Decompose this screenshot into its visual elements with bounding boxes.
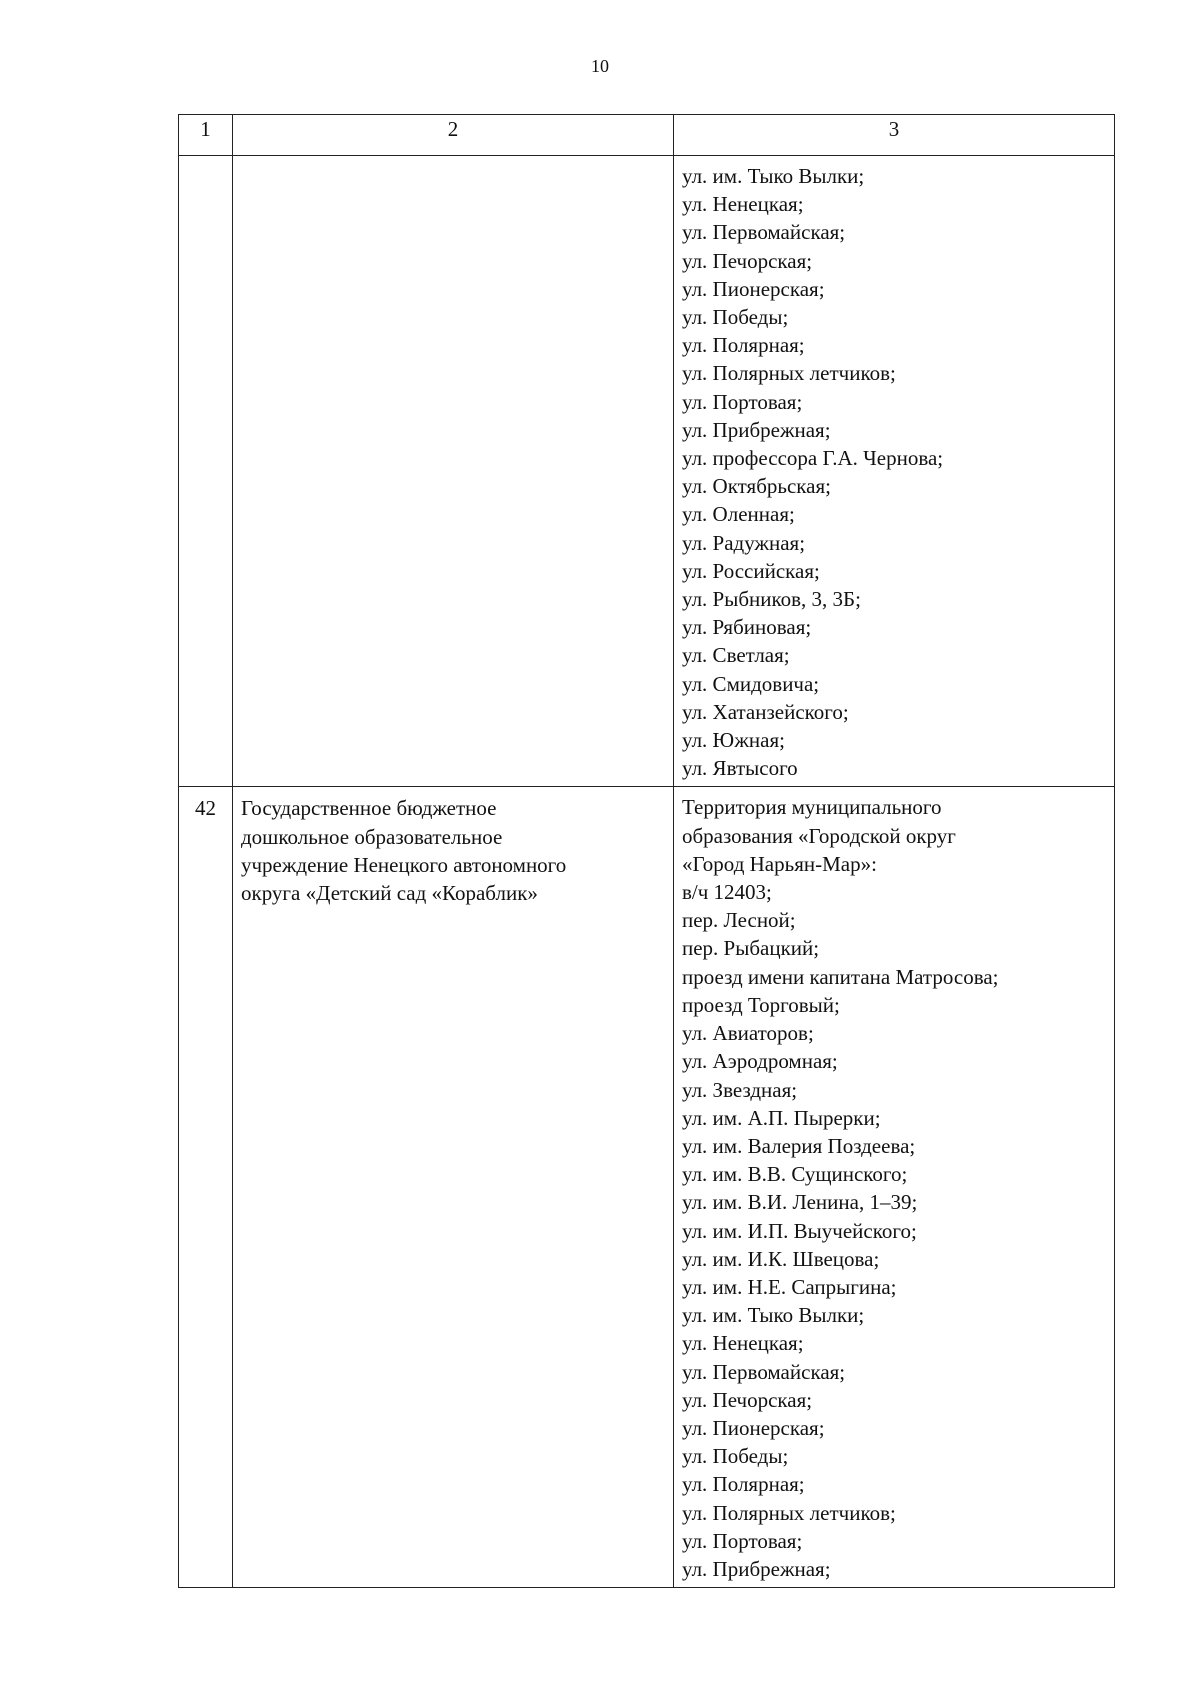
address-item: ул. им. В.И. Ленина, 1–39; — [682, 1190, 918, 1215]
address-item: ул. Смидовича; — [682, 671, 820, 696]
address-item: ул. Победы; — [682, 1444, 789, 1469]
column-header-3: 3 — [674, 115, 1115, 156]
address-item: ул. Авиаторов; — [682, 1021, 814, 1046]
address-item: ул. Рыбников, 3, 3Б; — [682, 587, 861, 612]
address-item: ул. Светлая; — [682, 643, 790, 668]
address-item: пер. Лесной; — [682, 908, 796, 933]
address-item: ул. Полярная; — [682, 1472, 805, 1497]
address-item: ул. Первомайская; — [682, 1359, 846, 1384]
address-item: ул. Аэродромная; — [682, 1049, 838, 1074]
address-item: ул. Прибрежная; — [682, 1556, 831, 1581]
address-item: ул. им. И.К. Швецова; — [682, 1246, 880, 1271]
column-header-1: 1 — [179, 115, 233, 156]
address-item: ул. Пионерская; — [682, 276, 825, 301]
institution-name-line: учреждение Ненецкого автономного — [241, 852, 567, 877]
address-item: ул. Ненецкая; — [682, 192, 804, 217]
page-number: 10 — [591, 56, 609, 76]
address-cell — [674, 156, 1115, 787]
address-item: ул. им. Тыко Вылки; — [682, 164, 865, 188]
address-item: ул. Полярных летчиков; — [682, 361, 896, 386]
address-item: ул. им. В.В. Сущинского; — [682, 1162, 908, 1187]
address-item: ул. Ненецкая; — [682, 1331, 804, 1356]
row-number — [179, 156, 232, 163]
table-header-row — [179, 115, 1115, 156]
address-item: «Город Нарьян-Мар»: — [682, 851, 877, 876]
address-item: ул. Оленная; — [682, 502, 795, 527]
address-list — [674, 787, 1114, 1587]
address-item: ул. Южная; — [682, 728, 785, 753]
address-item: ул. Прибрежная; — [682, 417, 831, 442]
address-item: ул. Портовая; — [682, 1528, 803, 1553]
address-item: ул. им. А.П. Пырерки; — [682, 1105, 881, 1130]
address-item: в/ч 12403; — [682, 880, 772, 905]
table-row-continued — [179, 156, 1115, 787]
table-row-42 — [179, 787, 1115, 1588]
districts-table — [178, 114, 1115, 1588]
address-item: образования «Городской округ — [682, 823, 956, 848]
address-item: ул. им. Н.Е. Сапрыгина; — [682, 1274, 897, 1299]
address-item: ул. Хатанзейского; — [682, 699, 849, 724]
row-number-cell — [179, 156, 233, 787]
address-item: ул. Портовая; — [682, 389, 803, 414]
address-item: ул. Полярных летчиков; — [682, 1500, 896, 1525]
column-header-2: 2 — [233, 115, 674, 156]
institution-name-line: Государственное бюджетное — [241, 796, 497, 821]
address-item: проезд Торговый; — [682, 992, 840, 1017]
institution-name — [233, 787, 673, 911]
address-item: ул. Октябрьская; — [682, 474, 831, 499]
institution-cell — [233, 156, 674, 787]
row-number: 42 — [195, 796, 216, 821]
address-item: ул. Радужная; — [682, 530, 806, 555]
address-item: ул. Печорская; — [682, 248, 813, 273]
address-item: ул. им. Тыко Вылки; — [682, 1303, 865, 1328]
address-item: ул. им. И.П. Выучейского; — [682, 1218, 917, 1243]
address-item: ул. Рябиновая; — [682, 615, 812, 640]
institution-cell — [233, 787, 674, 1588]
address-item: ул. Полярная; — [682, 333, 805, 358]
institution-name — [233, 156, 673, 167]
address-item: Территория муниципального — [682, 795, 942, 820]
address-item: ул. Победы; — [682, 305, 789, 330]
address-item: ул. Пионерская; — [682, 1415, 825, 1440]
institution-name-line: округа «Детский сад «Кораблик» — [241, 881, 538, 906]
address-item: проезд имени капитана Матросова; — [682, 964, 999, 989]
address-item: ул. им. Валерия Поздеева; — [682, 1133, 916, 1158]
address-cell — [674, 787, 1115, 1588]
institution-name-line: дошкольное образовательное — [241, 824, 503, 849]
address-item: ул. Печорская; — [682, 1387, 813, 1412]
address-item: ул. Первомайская; — [682, 220, 846, 245]
address-item: ул. Российская; — [682, 558, 820, 583]
address-item: пер. Рыбацкий; — [682, 936, 820, 961]
address-item: ул. Явтысого — [682, 756, 798, 781]
address-item: ул. Звездная; — [682, 1077, 798, 1102]
address-item: ул. профессора Г.А. Чернова; — [682, 446, 944, 471]
address-list — [674, 156, 1114, 786]
row-number-cell — [179, 787, 233, 1588]
